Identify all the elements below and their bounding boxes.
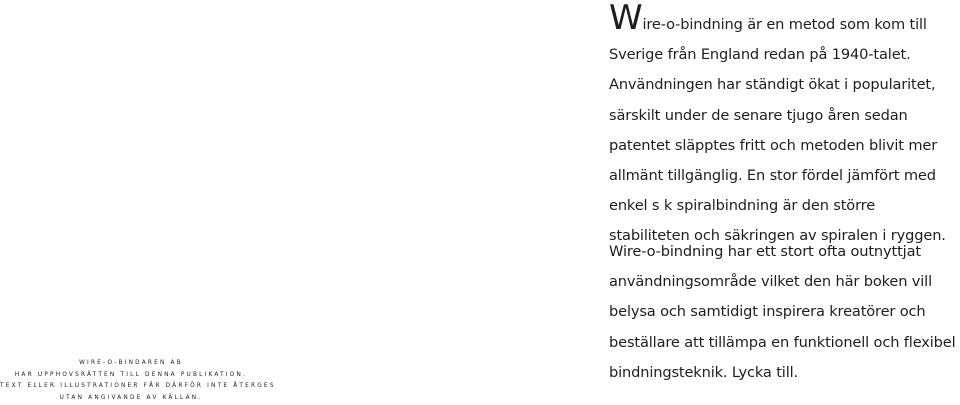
copyright-line-source: UTAN ANGIVANDE AV KÄLLAN.: [59, 395, 203, 402]
drop-initial: W: [609, 0, 643, 38]
intro-text: ire-o-bindning är en metod som kom till Sverige från England redan på 1940-talet. Användningen har ständigt ökat i popularitet, särskilt under de senare tjugo åren sedan patentet släpptes fritt och metoden blivit mer allmänt tillgänglig. En stor fördel jämfört med enkel s k spiralbindning är den större stabiliteten och säkringen av spiralen i ryggen.: [609, 16, 946, 245]
intro-paragraph: [609, 0, 957, 252]
copyright-line-rights: HAR UPPHOVSRÄTTEN TILL DENNA PUBLIKATION.: [14, 371, 248, 378]
copyright-line-company: WIRE-O-BINDAREN AB: [79, 360, 183, 366]
copyright-notice: [0, 358, 276, 405]
second-paragraph: Wire-o-bindning har ett stort ofta outnyttjat användningsområde vilket den här boken vill belysa och samtidigt inspirera kreatörer och beställare att tillämpa en funktionell och flexibel bindningsteknik. Lycka till.: [609, 243, 956, 381]
copyright-line-restriction: TEXT ELLER ILLUSTRATIONER FÅR DÄRFÖR INTE ÅTERGES: [0, 383, 276, 390]
